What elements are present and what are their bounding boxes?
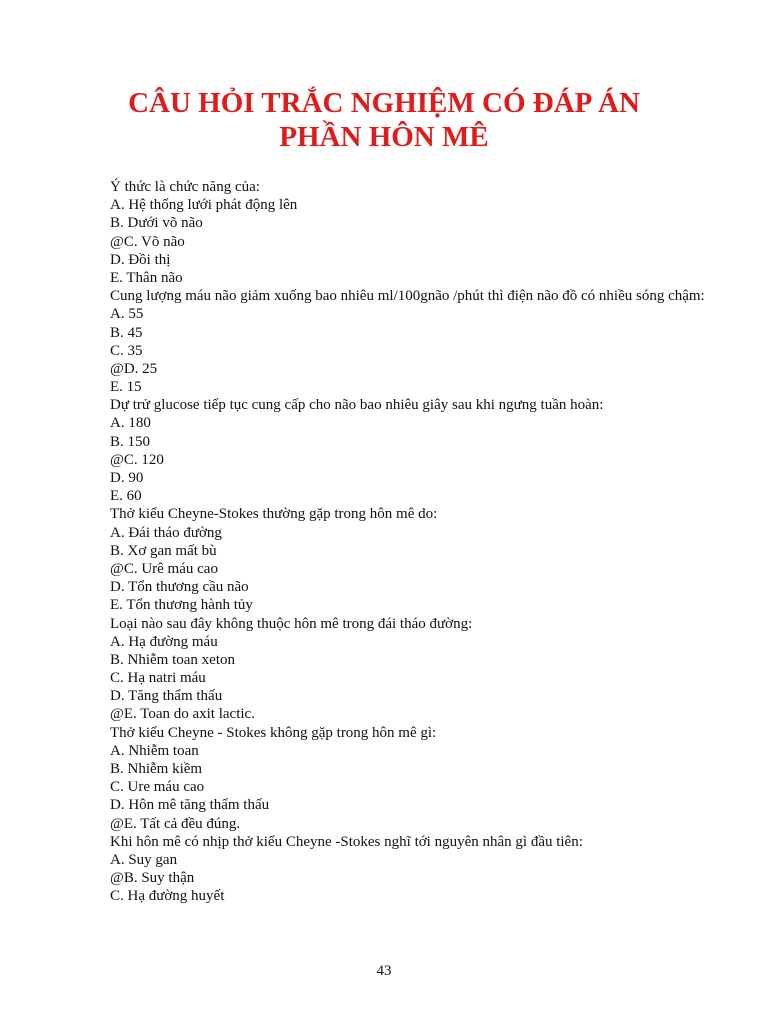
answer-option: A. Suy gan <box>110 851 178 868</box>
answer-option: B. 45 <box>110 324 143 341</box>
answer-option: A. Đái tháo đường <box>110 524 222 541</box>
answer-option: B. Nhiễm kiềm <box>110 761 203 778</box>
answer-option: A. Hạ đường máu <box>110 633 218 650</box>
answer-option: D. 90 <box>110 470 144 487</box>
answer-option: A. 55 <box>110 306 144 323</box>
title-line-1: CÂU HỎI TRẮC NGHIỆM CÓ ĐÁP ÁN <box>128 87 640 119</box>
question-text: Thở kiểu Cheyne - Stokes không gặp trong hôn mê gì: <box>110 724 437 741</box>
answer-option: A. Hệ thống lưới phát động lên <box>110 197 298 214</box>
correct-answer-option: @C. 120 <box>110 451 164 468</box>
answer-option: B. 150 <box>110 433 151 450</box>
answer-option: B. Nhiễm toan xeton <box>110 651 235 668</box>
answer-option: E. Thân não <box>110 269 183 286</box>
answer-option: E. 15 <box>110 379 142 396</box>
answer-option: B. Xơ gan mất bù <box>110 542 217 559</box>
correct-answer-option: @B. Suy thận <box>110 870 195 887</box>
page-title <box>0 86 768 154</box>
answer-option: D. Tổn thương cầu não <box>110 579 249 596</box>
answer-option: C. Hạ natri máu <box>110 670 206 687</box>
correct-answer-option: @E. Toan do axit lactic. <box>110 706 255 723</box>
correct-answer-option: @E. Tất cả đều đúng. <box>110 815 241 832</box>
question-text: Dự trử glucose tiếp tục cung cấp cho não bao nhiêu giây sau khi ngưng tuần hoàn: <box>110 397 604 414</box>
question-text: Ý thức là chức năng của: <box>110 179 260 195</box>
answer-option: C. Hạ đường huyết <box>110 888 225 905</box>
answer-option: D. Đồi thị <box>110 251 171 268</box>
answer-option: B. Dưới võ não <box>110 215 203 232</box>
answer-option: E. Tổn thương hành tủy <box>110 597 253 614</box>
question-text: Loại nào sau đây không thuộc hôn mê trong đái tháo đường: <box>110 615 473 632</box>
answer-option: A. Nhiễm toan <box>110 742 199 759</box>
answer-option: C. 35 <box>110 342 143 359</box>
answer-option: E. 60 <box>110 488 142 505</box>
correct-answer-option: @D. 25 <box>110 360 158 377</box>
correct-answer-option: @C. Võ não <box>110 233 185 250</box>
answer-option: D. Tăng thẩm thấu <box>110 688 223 705</box>
answer-option: A. 180 <box>110 415 151 432</box>
question-text: Khi hôn mê có nhịp thở kiểu Cheyne -Stokes nghĩ tới nguyên nhân gì đầu tiên: <box>110 833 583 850</box>
question-text: Thở kiểu Cheyne-Stokes thường gặp trong hôn mê do: <box>110 506 438 523</box>
correct-answer-option: @C. Urê máu cao <box>110 560 218 577</box>
question-list <box>110 178 710 906</box>
page-number: 43 <box>376 963 392 979</box>
question-text: Cung lượng máu não giảm xuống bao nhiêu ml/100gnão /phút thì điện não đồ có nhiều sóng chậm: <box>110 288 705 305</box>
title-line-2: PHẦN HÔN MÊ <box>279 121 489 153</box>
answer-option: D. Hôn mê tăng thẩm thấu <box>110 797 270 814</box>
answer-option: C. Ure máu cao <box>110 779 205 796</box>
